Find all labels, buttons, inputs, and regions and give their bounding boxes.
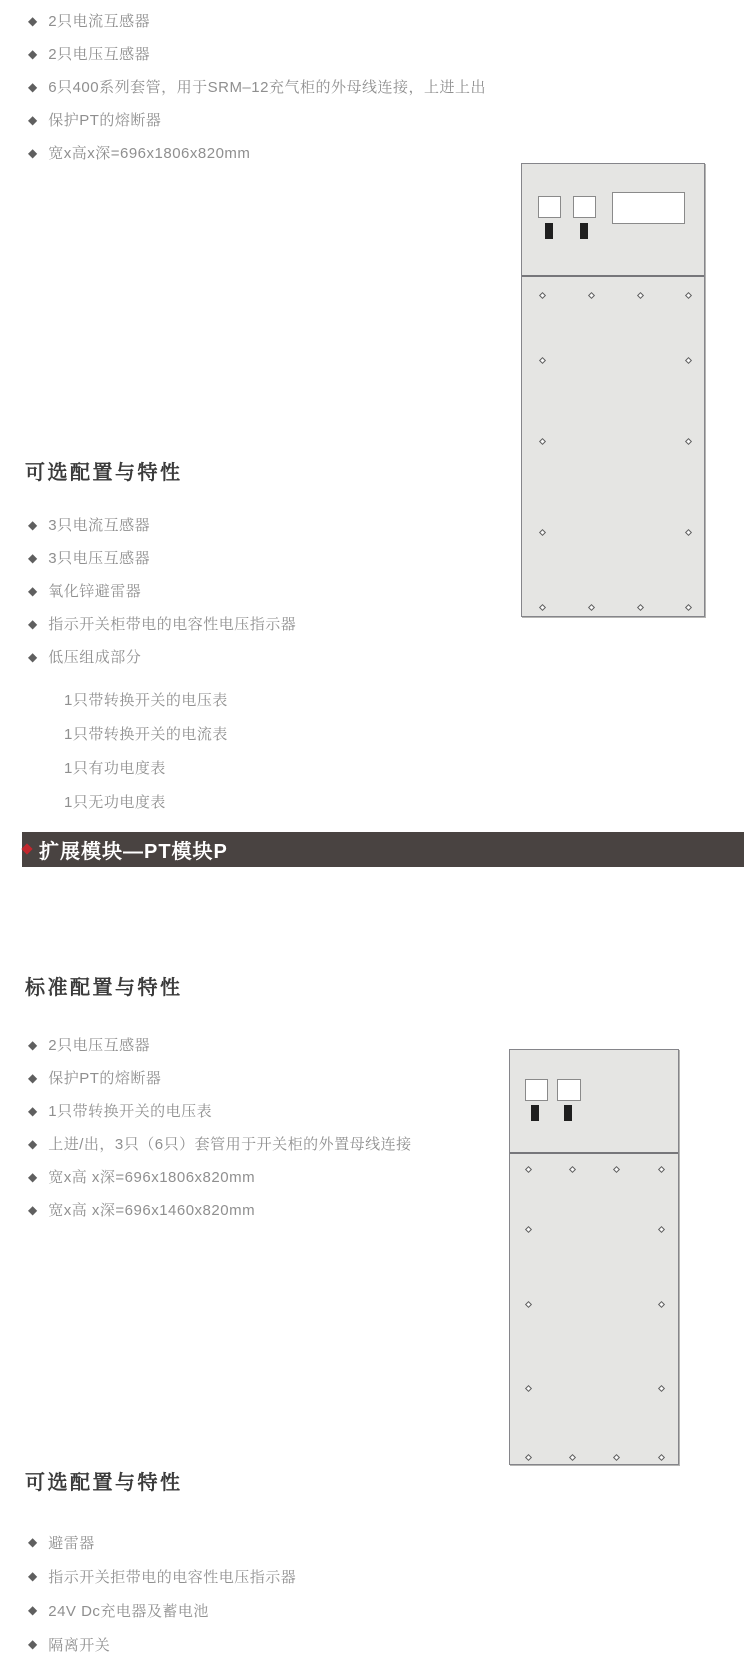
- diamond-bullet-icon: ◆: [28, 1103, 38, 1118]
- list-item: [28, 1193, 412, 1226]
- screw-icon: [525, 1454, 532, 1461]
- screw-icon: [539, 604, 546, 611]
- screw-icon: [525, 1166, 532, 1173]
- diamond-bullet-icon: ◆: [28, 1169, 38, 1184]
- screw-icon: [637, 292, 644, 299]
- screw-icon: [588, 604, 595, 611]
- screw-icon: [658, 1301, 665, 1308]
- meter-window: [573, 196, 596, 218]
- diamond-bullet-icon: ◆: [28, 550, 38, 565]
- banner-title: 扩展模块—PT模块P: [39, 841, 228, 863]
- screw-icon: [658, 1385, 665, 1392]
- diamond-bullet-icon: ◆: [28, 583, 38, 598]
- switch-slot: [531, 1105, 539, 1121]
- diamond-bullet-icon: ◆: [28, 1070, 38, 1085]
- optional-feature-list-1: [28, 508, 296, 673]
- list-item-text: 上进/出，3只（6只）套管用于开关柜的外置母线连接: [48, 1136, 412, 1153]
- diamond-bullet-icon: ◆: [28, 1037, 38, 1052]
- list-item-text: 指示开关柜带电的电容性电压指示器: [48, 616, 297, 633]
- cabinet-diagram-1: [521, 163, 705, 617]
- list-item: [28, 1627, 296, 1661]
- list-item: [28, 541, 296, 574]
- diamond-bullet-icon: ◆: [28, 1202, 38, 1217]
- list-item: [28, 1160, 412, 1193]
- list-item-text: 氧化锌避雷器: [48, 583, 142, 600]
- sub-list-item: 1只带转换开关的电流表: [64, 725, 228, 743]
- list-item-text: 宽x高 x深=696x1460x820mm: [48, 1202, 256, 1219]
- optional-feature-list-2: [28, 1525, 296, 1661]
- meter-window: [557, 1079, 581, 1101]
- standard-feature-list: [28, 1028, 412, 1226]
- screw-icon: [613, 1454, 620, 1461]
- list-item-text: 24V Dc充电器及蓄电池: [48, 1602, 209, 1620]
- screw-icon: [525, 1301, 532, 1308]
- meter-window: [525, 1079, 548, 1101]
- low-voltage-sub-list: [64, 682, 228, 818]
- list-item: [28, 574, 296, 607]
- list-item: [28, 640, 296, 673]
- screw-icon: [658, 1454, 665, 1461]
- list-item-text: 2只电压互感器: [48, 1037, 151, 1054]
- diamond-bullet-icon: ◆: [28, 1136, 38, 1151]
- list-item-text: 避雷器: [48, 1534, 95, 1552]
- diamond-bullet-icon: ◆: [28, 649, 38, 664]
- screw-icon: [539, 292, 546, 299]
- list-item: [28, 508, 296, 541]
- cabinet-top-panel: [522, 164, 704, 277]
- screw-icon: [569, 1166, 576, 1173]
- list-item-text: 3只电流互感器: [48, 517, 151, 534]
- screw-icon: [658, 1226, 665, 1233]
- diamond-bullet-icon: ◆: [28, 46, 38, 61]
- list-item-text: 低压组成部分: [48, 649, 142, 666]
- list-item-text: 指示开关拒带电的电容性电压指示器: [48, 1568, 297, 1586]
- list-item-text: 宽x高x深=696x1806x820mm: [48, 145, 251, 162]
- intro-feature-list: [28, 4, 486, 169]
- cabinet-top-panel: [510, 1050, 678, 1154]
- list-item: [28, 70, 486, 103]
- screw-icon: [685, 604, 692, 611]
- list-item: [28, 1061, 412, 1094]
- diamond-bullet-icon: ◆: [28, 517, 38, 532]
- switch-slot: [545, 223, 553, 239]
- list-item-text: 宽x高 x深=696x1806x820mm: [48, 1169, 256, 1186]
- list-item-text: 3只电压互感器: [48, 550, 151, 567]
- screw-icon: [637, 604, 644, 611]
- section-banner: [22, 832, 744, 867]
- meter-window: [538, 196, 561, 218]
- screw-icon: [525, 1226, 532, 1233]
- list-item: [28, 1593, 296, 1627]
- switch-slot: [564, 1105, 572, 1121]
- diamond-bullet-icon: ◆: [28, 1637, 38, 1651]
- diamond-bullet-icon: ◆: [28, 616, 38, 631]
- diamond-bullet-icon: ◆: [28, 1569, 38, 1583]
- section-heading: 可选配置与特性: [25, 1472, 183, 1494]
- list-item-text: 2只电流互感器: [48, 13, 151, 30]
- list-item-text: 1只带转换开关的电压表: [48, 1103, 213, 1120]
- list-item: [28, 1094, 412, 1127]
- screw-icon: [539, 438, 546, 445]
- list-item-text: 2只电压互感器: [48, 46, 151, 63]
- list-item: [28, 4, 486, 37]
- list-item: [28, 136, 486, 169]
- screw-icon: [569, 1454, 576, 1461]
- screw-icon: [613, 1166, 620, 1173]
- list-item-text: 6只400系列套管，用于SRM–12充气柜的外母线连接，上进上出: [48, 79, 486, 96]
- sub-list-item: 1只带转换开关的电压表: [64, 691, 228, 709]
- screw-icon: [685, 292, 692, 299]
- switch-slot: [580, 223, 588, 239]
- display-window: [612, 192, 685, 224]
- screw-icon: [539, 357, 546, 364]
- list-item: [28, 1525, 296, 1559]
- diamond-bullet-icon: ◆: [28, 79, 38, 94]
- list-item: [28, 607, 296, 640]
- screw-icon: [658, 1166, 665, 1173]
- screw-icon: [525, 1385, 532, 1392]
- list-item: [28, 1559, 296, 1593]
- screw-icon: [588, 292, 595, 299]
- cabinet-diagram-2: [509, 1049, 679, 1465]
- banner-accent-icon: [21, 843, 32, 854]
- screw-icon: [539, 529, 546, 536]
- screw-icon: [685, 529, 692, 536]
- diamond-bullet-icon: ◆: [28, 1535, 38, 1549]
- section-heading: 标准配置与特性: [25, 977, 183, 999]
- sub-list-item: 1只无功电度表: [64, 793, 166, 811]
- list-item: [28, 1028, 412, 1061]
- section-heading: 可选配置与特性: [25, 462, 183, 484]
- list-item: [28, 1127, 412, 1160]
- sub-list-item: 1只有功电度表: [64, 759, 166, 777]
- diamond-bullet-icon: ◆: [28, 112, 38, 127]
- diamond-bullet-icon: ◆: [28, 1603, 38, 1617]
- list-item-text: 隔离开关: [48, 1636, 111, 1654]
- diamond-bullet-icon: ◆: [28, 145, 38, 160]
- list-item-text: 保护PT的熔断器: [48, 1070, 162, 1087]
- diamond-bullet-icon: ◆: [28, 13, 38, 28]
- list-item-text: 保护PT的熔断器: [48, 112, 162, 129]
- screw-icon: [685, 357, 692, 364]
- list-item: [28, 37, 486, 70]
- list-item: [28, 103, 486, 136]
- screw-icon: [685, 438, 692, 445]
